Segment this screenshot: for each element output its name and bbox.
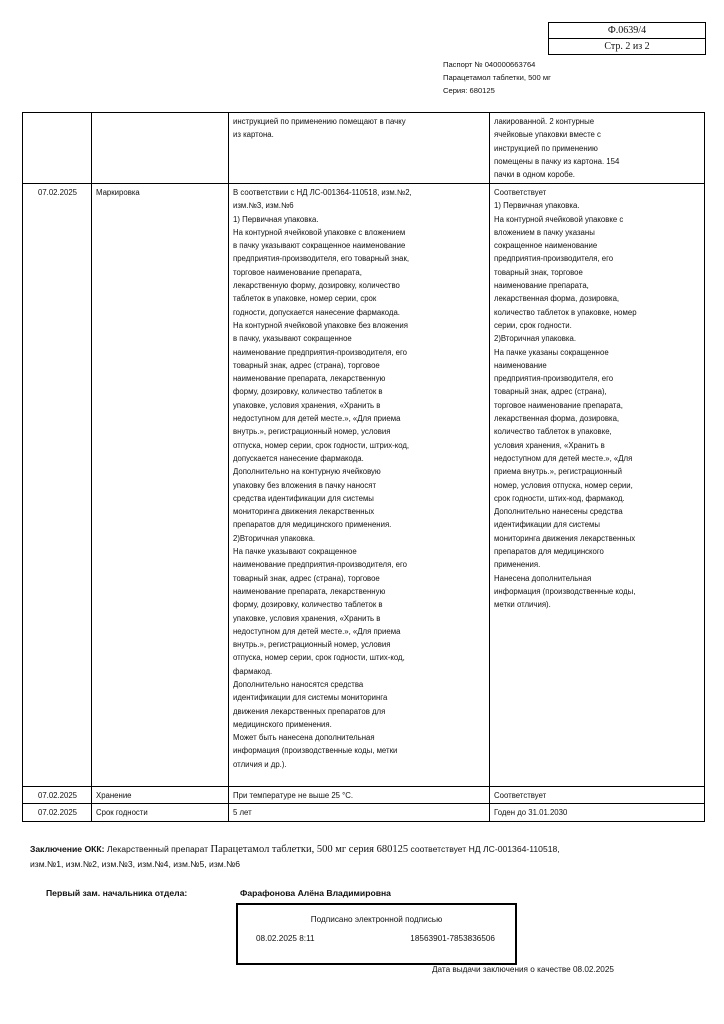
row-result: Соответствует 1) Первичная упаковка. На контурной ячейковой упаковке с вложением в пачку указаны сокращенное наименование предприятия-производителя, его товарный знак, торговое наименование препарата, лекарственная форма, дозировка, количество таблеток в упаковке, номер серии, срок годности. 2)Вторичная упаковка. На пачке указаны сокращенное наименование предприятия-производителя, его товарный знак, адрес (страна), торговое наименование препарата, лекарственная форма, дозировка, количество таблеток в упаковке, условия хранения, «Хранить в недоступном для детей месте.», «Для приема внутрь.», регистрационный номер, условия отпуска, номер серии, срок годности, штих-код, фармакод. Дополнительно нанесены средства идентификации для системы мониторинга движения лекарственных препаратов для медицинского применения. Нанесена дополнительная информация (производственные коды, метки отличия). — [490, 184, 705, 787]
page-number: Стр. 2 из 2 — [549, 38, 705, 54]
quality-table — [22, 112, 705, 822]
row-requirement: инструкцией по применению помещают в пачку из картона. — [229, 113, 490, 184]
conclusion — [30, 842, 700, 872]
product-name: Парацетамол таблетки, 500 мг — [443, 73, 551, 82]
conclusion-line-2: изм.№1, изм.№2, изм.№3, изм.№4, изм.№5, изм.№6 — [30, 859, 241, 869]
signer-name: Фарафонова Алёна Владимировна — [240, 888, 391, 898]
signature-id: 18563901-7853836506 — [410, 934, 495, 943]
table-row — [23, 113, 705, 184]
row-requirement: 5 лет — [229, 804, 490, 821]
form-code-box — [548, 22, 706, 55]
signature-title: Подписано электронной подписью — [310, 915, 443, 924]
passport-block — [443, 58, 551, 97]
row-requirement: При температуре не выше 25 °С. — [229, 787, 490, 804]
table-row — [23, 804, 705, 821]
row-requirement: В соответствии с НД ЛС-001364-110518, изм.№2, изм.№3, изм.№6 1) Первичная упаковка. На контурной ячейковой упаковке с вложением в пачку указывают сокращенное наименование предприятия-производителя, его товарный знак, торговое наименование препарата, лекарственную форму, дозировку, количество таблеток в упаковке, номер серии, срок годности, допускается нанесение фармакода. На контурной ячейковой упаковке без вложения в пачку, указывают сокращенное наименование предприятия-производителя, его товарный знак, адрес (страна), торговое наименование препарата, лекарственную форму, дозировку, количество таблеток в упаковке, условия хранения, «Хранить в недоступном для детей месте.», «Для приема внутрь.», регистрационный номер, условия отпуска, номер серии, срок годности, штрих-код, допускается нанесение фармакода. Дополнительно на контурную ячейковую упаковку без вложения в пачку наносят средства идентификации для системы мониторинга движения лекарственных препаратов для медицинского применения. 2)Вторичная упаковка. На пачке указывают сокращенное наименование предприятия-производителя, его товарный знак, адрес (страна), торговое наименование препарата, лекарственную форму, дозировку, количество таблеток в упаковке, условия хранения, «Хранить в недоступном для детей месте.», «Для приема внутрь.», регистрационный номер, условия отпуска, номер серии, срок годности, штих-код, фармакод. Дополнительно наносятся средства идентификации для системы мониторинга движения лекарственных препаратов для медицинского применения. Может быть нанесена дополнительная информация (производственные коды, метки отличия и др.). — [229, 184, 490, 787]
conclusion-suffix: соответствует НД ЛС-001364-110518, — [408, 844, 560, 854]
signature-datetime: 08.02.2025 8:11 — [256, 934, 315, 943]
row-parameter — [92, 113, 229, 184]
electronic-signature-stamp — [236, 903, 517, 965]
conclusion-line-1 — [30, 842, 700, 857]
signer-position: Первый зам. начальника отдела: — [46, 888, 188, 898]
conclusion-product: Парацетамол таблетки, 500 мг серия 680125 — [210, 844, 409, 855]
form-code: Ф.0639/4 — [607, 25, 647, 36]
conclusion-label: Заключение ОКК: — [30, 844, 105, 854]
series-number: Серия: 680125 — [443, 86, 495, 95]
row-parameter: Маркировка — [92, 184, 229, 787]
table-row — [23, 184, 705, 787]
issue-date: Дата выдачи заключения о качестве 08.02.2025 — [432, 965, 614, 974]
passport-number: Паспорт № 040000663764 — [443, 60, 536, 69]
conclusion-prefix: Лекарственный препарат — [104, 844, 211, 854]
row-result: Соответствует — [490, 787, 705, 804]
row-result: Годен до 31.01.2030 — [490, 804, 705, 821]
table-row — [23, 787, 705, 804]
row-parameter: Хранение — [92, 787, 229, 804]
row-date: 07.02.2025 — [23, 804, 92, 821]
row-result: лакированной. 2 контурные ячейковые упаковки вместе с инструкцией по применению помещены в пачку из картона. 154 пачки в одном коробе. — [490, 113, 705, 184]
row-date: 07.02.2025 — [23, 787, 92, 804]
row-date: 07.02.2025 — [23, 184, 92, 787]
row-parameter: Срок годности — [92, 804, 229, 821]
row-date — [23, 113, 92, 184]
